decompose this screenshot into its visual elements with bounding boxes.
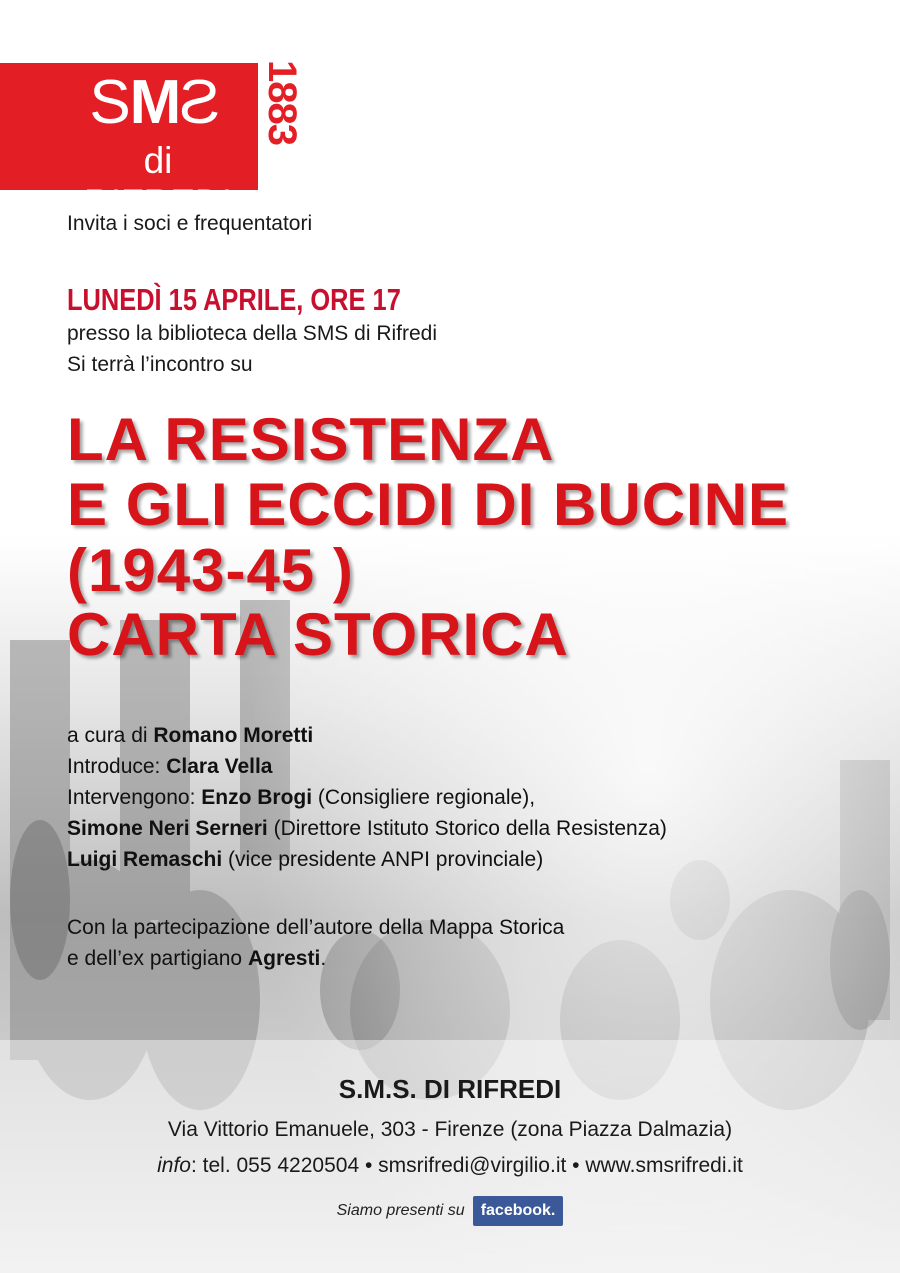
speaker2-name: Simone Neri Serneri [67, 817, 268, 840]
speaker2-row [67, 813, 667, 844]
facebook-badge-icon[interactable]: facebook. [473, 1196, 564, 1226]
partisan-name: Agresti [247, 947, 321, 970]
info-label: info [157, 1154, 191, 1177]
speaker1-row [67, 782, 667, 813]
title-line-2: E GLI ECCIDI DI BUCINE [67, 471, 790, 538]
participation-suffix: . [320, 947, 327, 970]
curator-prefix: a cura di [67, 724, 154, 747]
speaker3-name: Luigi Remaschi [67, 848, 223, 871]
credits-block [67, 720, 667, 875]
curator-row [67, 720, 667, 751]
event-date: LUNEDÌ 15 APRILE, ORE 17 [67, 282, 401, 317]
event-place-line1: presso la biblioteca della SMS di Rifredi [67, 322, 438, 345]
intro-row [67, 751, 667, 782]
intro-prefix: Introduce: [67, 755, 167, 778]
speaker3-role: (vice presidente ANPI provinciale) [222, 848, 544, 871]
logo-m: M [129, 68, 181, 137]
speakers-prefix: Intervengono: [67, 786, 202, 809]
title-line-3: (1943-45 ) [67, 537, 354, 604]
footer-address: Via Vittorio Emanuele, 303 - Firenze (zona Piazza Dalmazia) [167, 1118, 733, 1141]
speaker1-role: (Consigliere regionale), [312, 786, 536, 809]
title-line-4: CARTA STORICA [67, 601, 569, 668]
social-row [0, 1196, 900, 1226]
speaker2-role: (Direttore Istituto Storico della Resistenza) [267, 817, 667, 840]
participation-line1: Con la partecipazione dell’autore della Mappa Storica [67, 916, 565, 939]
speaker3-row [67, 844, 667, 875]
info-text: : tel. 055 4220504 • smsrifredi@virgilio.it • www.smsrifredi.it [190, 1154, 743, 1177]
participation-line2 [67, 943, 564, 974]
invite-line: Invita i soci e frequentatori [67, 212, 313, 235]
logo-s-left: S [89, 68, 130, 137]
logo-sms [60, 68, 250, 138]
curator-name: Romano Moretti [153, 724, 314, 747]
social-text: Siamo presenti su [336, 1202, 465, 1220]
logo-year-text: 1883 [260, 60, 304, 145]
footer-info [0, 1154, 900, 1178]
logo-subtitle: di RIFREDI [84, 140, 232, 223]
event-place-line2: Si terrà l’incontro su [67, 353, 253, 376]
speaker1-name: Enzo Brogi [201, 786, 313, 809]
participation-block [67, 912, 564, 974]
participation-prefix: e dell’ex partigiano [67, 947, 248, 970]
logo-s-right: S [180, 68, 221, 137]
footer-title: S.M.S. DI RIFREDI [338, 1074, 562, 1104]
logo-year [262, 60, 302, 192]
title-line-1: LA RESISTENZA [67, 406, 555, 473]
intro-name: Clara Vella [166, 755, 273, 778]
